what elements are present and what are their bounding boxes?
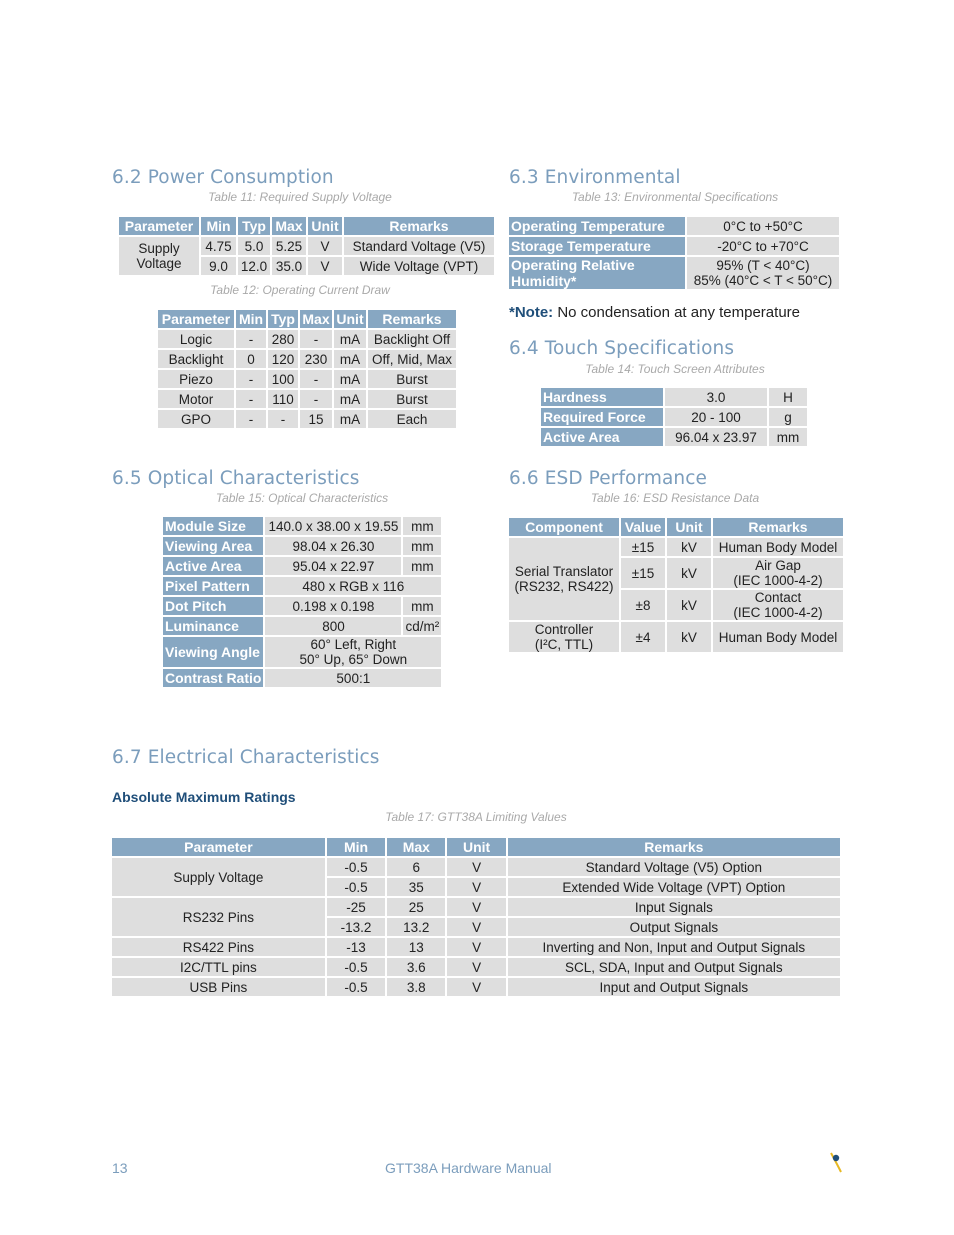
column-header: Min (236, 310, 266, 328)
table-cell: 20 - 100 (665, 408, 767, 426)
table-row (163, 537, 441, 555)
column-header: Remarks (508, 838, 840, 856)
table-row (509, 622, 843, 652)
table-cell: V (308, 257, 342, 275)
table-row (509, 257, 839, 289)
table-row (541, 388, 807, 406)
row-label: Viewing Area (163, 537, 263, 555)
table-row (163, 557, 441, 575)
row-label: Required Force (541, 408, 663, 426)
table-12-caption: Table 12: Operating Current Draw (210, 283, 390, 297)
table-cell: -20°C to +70°C (687, 237, 839, 255)
table-row (163, 669, 441, 687)
column-header: Remarks (368, 310, 456, 328)
table-cell: mA (334, 410, 366, 428)
table-cell: 96.04 x 23.97 (665, 428, 767, 446)
table-row (112, 978, 840, 996)
table-cell: ±8 (621, 590, 665, 620)
table-row (163, 577, 441, 595)
table-cell: - (300, 330, 332, 348)
table-cell: V (447, 958, 505, 976)
table-cell: Input Signals (508, 898, 840, 916)
table-cell: - (236, 390, 266, 408)
table-header-row (119, 217, 494, 235)
table-cell: GPO (158, 410, 234, 428)
column-header: Unit (308, 217, 342, 235)
footer-title: GTT38A Hardware Manual (385, 1160, 552, 1176)
table-cell: SCL, SDA, Input and Output Signals (508, 958, 840, 976)
table-cell: - (236, 410, 266, 428)
table-row (112, 938, 840, 956)
esd-table (507, 516, 845, 654)
table-cell: mA (334, 390, 366, 408)
touch-table (539, 386, 809, 448)
parameter-cell: RS422 Pins (112, 938, 325, 956)
table-cell: Each (368, 410, 456, 428)
parameter-cell: I2C/TTL pins (112, 958, 325, 976)
table-13-caption: Table 13: Environmental Specifications (571, 190, 779, 204)
row-label: Contrast Ratio (165, 670, 262, 686)
column-header: Remarks (713, 518, 843, 536)
column-header: Component (509, 518, 619, 536)
table-cell: 480 x RGB x 116 (265, 577, 441, 595)
column-header: Min (327, 838, 385, 856)
table-cell: 3.0 (665, 388, 767, 406)
table-row (112, 958, 840, 976)
table-cell: Burst (368, 370, 456, 388)
row-label: Dot Pitch (163, 597, 263, 615)
table-cell: 140.0 x 38.00 x 19.55 (265, 517, 401, 535)
table-header-row (509, 518, 843, 536)
table-row (119, 237, 494, 255)
column-header: Parameter (112, 838, 325, 856)
table-row (509, 217, 839, 235)
table-cell: Contact (IEC 1000-4-2) (713, 590, 843, 620)
table-cell: 100 (268, 370, 298, 388)
table-cell: 230 (300, 350, 332, 368)
table-cell: V (447, 898, 505, 916)
table-cell: - (300, 390, 332, 408)
table-cell: kV (667, 622, 711, 652)
table-cell: mm (403, 557, 441, 575)
table-cell: - (268, 410, 298, 428)
column-header: Max (387, 838, 445, 856)
component-cell: Controller (I²C, TTL) (509, 622, 619, 652)
table-cell: ±15 (621, 558, 665, 588)
table-cell: -13.2 (327, 918, 385, 936)
table-cell: V (447, 858, 505, 876)
table-cell: V (447, 918, 505, 936)
column-header: Unit (667, 518, 711, 536)
column-header: Remarks (344, 217, 494, 235)
table-cell: 6 (387, 858, 445, 876)
table-cell: Wide Voltage (VPT) (344, 257, 494, 275)
table-cell: g (769, 408, 807, 426)
column-header: Min (201, 217, 236, 235)
table-cell: cd/m² (405, 618, 440, 634)
table-cell: 12.0 (238, 257, 270, 275)
table-cell: -0.5 (327, 978, 385, 996)
row-label: Operating Relative Humidity* (509, 257, 685, 289)
table-cell: 0.198 x 0.198 (265, 597, 401, 615)
table-cell: Standard Voltage (V5) (344, 237, 494, 255)
table-cell: ±15 (621, 538, 665, 556)
table-cell: 9.0 (201, 257, 236, 275)
limiting-values-table (110, 836, 842, 998)
table-cell: 5.0 (238, 237, 270, 255)
table-row (112, 898, 840, 916)
table-cell: Off, Mid, Max (368, 350, 456, 368)
table-cell: 95.04 x 22.97 (265, 557, 401, 575)
power-heading: 6.2 Power Consumption (112, 167, 334, 188)
table-17-caption: Table 17: GTT38A Limiting Values (385, 810, 567, 824)
table-cell: 3.6 (387, 958, 445, 976)
table-cell: mm (403, 537, 441, 555)
table-16-caption: Table 16: ESD Resistance Data (590, 491, 760, 505)
row-label: Storage Temperature (509, 237, 685, 255)
parameter-cell: USB Pins (112, 978, 325, 996)
table-cell: 3.8 (387, 978, 445, 996)
table-cell: 35.0 (272, 257, 306, 275)
parameter-cell: Supply Voltage (119, 237, 199, 275)
table-cell: V (447, 878, 505, 896)
table-row (163, 617, 441, 635)
environmental-note (509, 304, 800, 321)
table-cell: kV (667, 558, 711, 588)
environmental-table (507, 215, 841, 291)
table-row (541, 428, 807, 446)
table-cell: 800 (265, 617, 401, 635)
row-label: Module Size (163, 517, 263, 535)
electrical-heading: 6.7 Electrical Characteristics (112, 747, 380, 768)
page-number: 13 (112, 1160, 128, 1176)
table-cell: 120 (268, 350, 298, 368)
table-cell: V (447, 938, 505, 956)
table-cell: mm (403, 517, 441, 535)
table-header-row (158, 310, 456, 328)
table-cell: 110 (268, 390, 298, 408)
table-header-row (112, 838, 840, 856)
table-row (158, 350, 456, 368)
table-cell: H (769, 388, 807, 406)
table-row (158, 390, 456, 408)
table-row (158, 410, 456, 428)
table-cell: 98.04 x 26.30 (265, 537, 401, 555)
table-cell: Output Signals (508, 918, 840, 936)
table-row (163, 517, 441, 535)
table-row (163, 637, 441, 667)
note-label: *Note: (509, 304, 554, 321)
table-cell: -13 (327, 938, 385, 956)
table-cell: mA (334, 350, 366, 368)
optical-heading: 6.5 Optical Characteristics (112, 468, 360, 489)
esd-heading: 6.6 ESD Performance (509, 468, 707, 489)
note-text: No condensation at any temperature (557, 304, 800, 321)
column-header: Max (300, 310, 332, 328)
table-cell: Standard Voltage (V5) Option (508, 858, 840, 876)
table-row (158, 370, 456, 388)
row-label: Operating Temperature (509, 217, 685, 235)
column-header: Typ (238, 217, 270, 235)
column-header: Parameter (119, 217, 199, 235)
table-cell: 25 (387, 898, 445, 916)
table-cell: Backlight Off (368, 330, 456, 348)
supply-voltage-table (117, 215, 496, 277)
table-row (509, 538, 843, 556)
parameter-cell: Supply Voltage (112, 858, 325, 896)
table-cell: - (236, 330, 266, 348)
table-cell: 13.2 (387, 918, 445, 936)
table-cell: -0.5 (327, 878, 385, 896)
table-cell: - (236, 370, 266, 388)
row-label: Pixel Pattern (163, 577, 263, 595)
table-cell: mm (403, 597, 441, 615)
table-cell: 60° Left, Right 50° Up, 65° Down (265, 637, 441, 667)
table-cell: mA (334, 330, 366, 348)
table-15-caption: Table 15: Optical Characteristics (215, 491, 389, 505)
table-11-caption: Table 11: Required Supply Voltage (208, 190, 392, 204)
table-row (163, 597, 441, 615)
table-cell: 0 (236, 350, 266, 368)
optical-table (161, 515, 443, 689)
absolute-max-ratings-subheading: Absolute Maximum Ratings (112, 789, 296, 805)
table-row (112, 858, 840, 876)
table-row (541, 408, 807, 426)
row-label: Active Area (163, 557, 263, 575)
table-cell: Input and Output Signals (508, 978, 840, 996)
column-header: Unit (334, 310, 366, 328)
parameter-cell: RS232 Pins (112, 898, 325, 936)
table-cell: V (447, 978, 505, 996)
row-label: Hardness (541, 388, 663, 406)
table-cell: 95% (T < 40°C) 85% (40°C < T < 50°C) (687, 257, 839, 289)
table-cell: Human Body Model (713, 622, 843, 652)
table-cell: 15 (300, 410, 332, 428)
column-header: Max (272, 217, 306, 235)
table-cell: Logic (158, 330, 234, 348)
row-label: Viewing Angle (163, 637, 263, 667)
table-cell: 0°C to +50°C (687, 217, 839, 235)
table-cell: -25 (327, 898, 385, 916)
table-row (509, 237, 839, 255)
table-cell: V (308, 237, 342, 255)
table-row (158, 330, 456, 348)
table-cell: Burst (368, 390, 456, 408)
table-cell: 5.25 (272, 237, 306, 255)
table-cell: kV (667, 538, 711, 556)
table-14-caption: Table 14: Touch Screen Attributes (585, 362, 765, 376)
matrix-orbital-logo-icon (827, 1150, 843, 1174)
table-cell: 4.75 (201, 237, 236, 255)
table-cell: 13 (387, 938, 445, 956)
current-draw-table (156, 308, 458, 430)
column-header: Typ (268, 310, 298, 328)
table-cell: mA (334, 370, 366, 388)
environmental-heading: 6.3 Environmental (509, 167, 681, 188)
touch-heading: 6.4 Touch Specifications (509, 338, 735, 359)
table-cell: Backlight (158, 350, 234, 368)
table-cell: 280 (268, 330, 298, 348)
table-cell: Air Gap (IEC 1000-4-2) (713, 558, 843, 588)
table-cell: mm (769, 428, 807, 446)
table-cell: - (300, 370, 332, 388)
table-cell: Motor (158, 390, 234, 408)
row-label: Active Area (541, 428, 663, 446)
table-cell: 35 (387, 878, 445, 896)
component-cell: Serial Translator (RS232, RS422) (509, 538, 619, 620)
table-cell: -0.5 (327, 858, 385, 876)
table-cell: Human Body Model (713, 538, 843, 556)
table-cell: -0.5 (327, 958, 385, 976)
table-cell: Piezo (158, 370, 234, 388)
column-header: Value (621, 518, 665, 536)
column-header: Unit (447, 838, 505, 856)
row-label: Luminance (163, 617, 263, 635)
table-cell: kV (667, 590, 711, 620)
column-header: Parameter (158, 310, 234, 328)
table-cell: 500:1 (265, 669, 441, 687)
table-cell: Inverting and Non, Input and Output Signals (508, 938, 840, 956)
table-cell: ±4 (621, 622, 665, 652)
table-cell: Extended Wide Voltage (VPT) Option (508, 878, 840, 896)
